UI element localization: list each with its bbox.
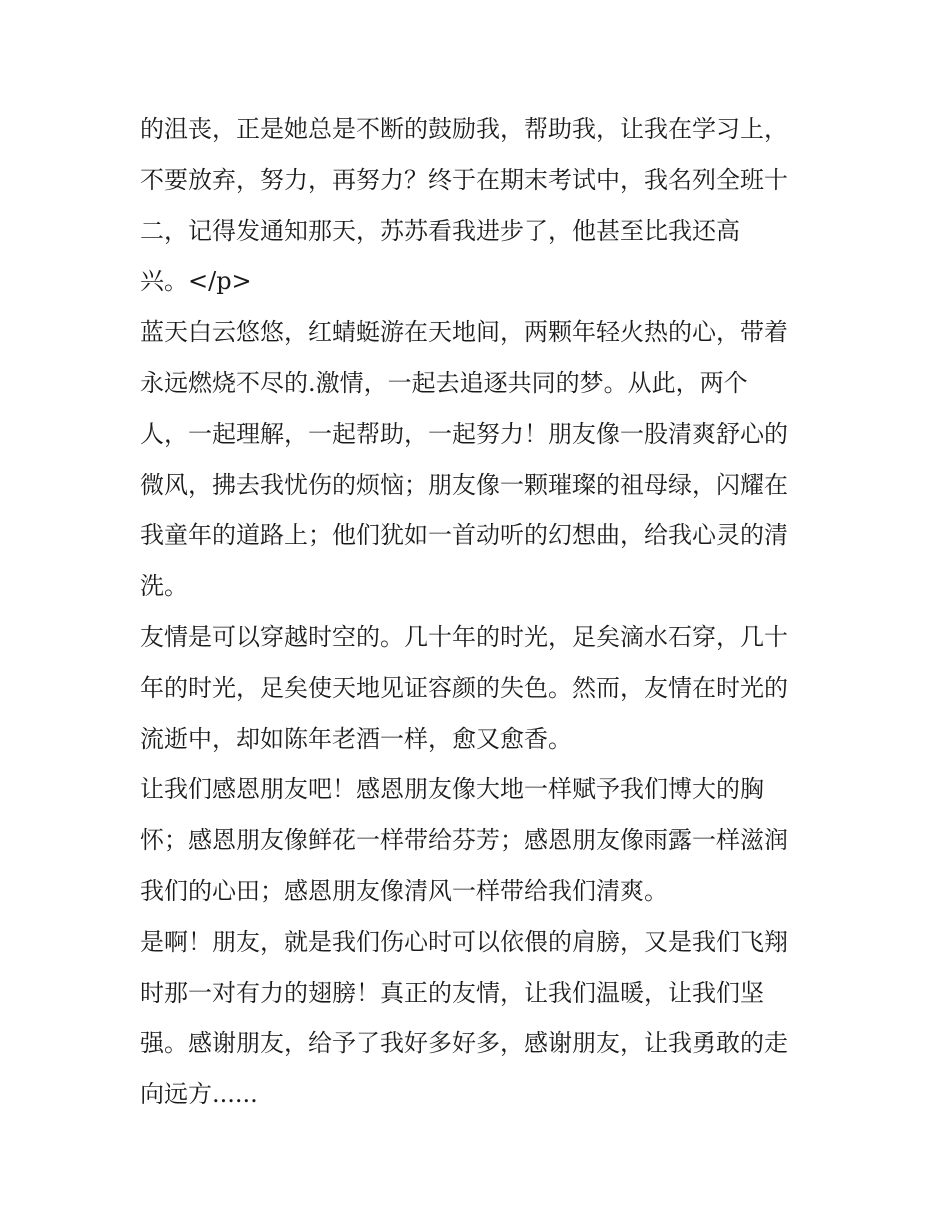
- text-line: 不要放弃，努力，再努力？终于在期末考试中，我名列全班十: [140, 165, 788, 194]
- text-line: 我童年的道路上；他们犹如一首动听的幻想曲，给我心灵的清: [140, 521, 788, 550]
- text-line: 时那一对有力的翅膀！真正的友情，让我们温暖，让我们坚: [140, 978, 764, 1007]
- text-line: 强。感谢朋友，给予了我好多好多，感谢朋友，让我勇敢的走: [140, 1029, 788, 1058]
- text-line: 洗。: [140, 572, 188, 601]
- text-line: 蓝天白云悠悠，红蜻蜓游在天地间，两颗年轻火热的心，带着: [140, 318, 788, 347]
- text-line: 我们的心田；感恩朋友像清风一样带给我们清爽。: [140, 876, 668, 905]
- text-line: 向远方......: [140, 1080, 258, 1109]
- text-line: 的沮丧，正是她总是不断的鼓励我，帮助我，让我在学习上，: [140, 115, 788, 143]
- body-text: [140, 104, 820, 1120]
- text-line: 人，一起理解，一起帮助，一起努力！朋友像一股清爽舒心的: [140, 419, 788, 448]
- text-line: 流逝中，却如陈年老酒一样，愈又愈香。: [140, 724, 572, 753]
- text-line: 怀；感恩朋友像鲜花一样带给芬芳；感恩朋友像雨露一样滋润: [140, 826, 788, 855]
- text-line: 兴。</p>: [140, 267, 252, 296]
- text-line: 二，记得发通知那天，苏苏看我进步了，他甚至比我还高: [140, 216, 740, 245]
- text-line: 友情是可以穿越时空的。几十年的时光，足矣滴水石穿，几十: [140, 622, 788, 651]
- text-line: 永远燃烧不尽的.激情，一起去追逐共同的梦。从此，两个: [140, 368, 748, 397]
- text-line: 让我们感恩朋友吧！感恩朋友像大地一样赋予我们博大的胸: [140, 775, 764, 804]
- text-line: 年的时光，足矣使天地见证容颜的失色。然而，友情在时光的: [140, 673, 788, 702]
- text-line: 微风，拂去我忧伤的烦恼；朋友像一颗璀璨的祖母绿，闪耀在: [140, 470, 788, 499]
- text-line: 是啊！朋友，就是我们伤心时可以依偎的肩膀，又是我们飞翔: [140, 927, 788, 956]
